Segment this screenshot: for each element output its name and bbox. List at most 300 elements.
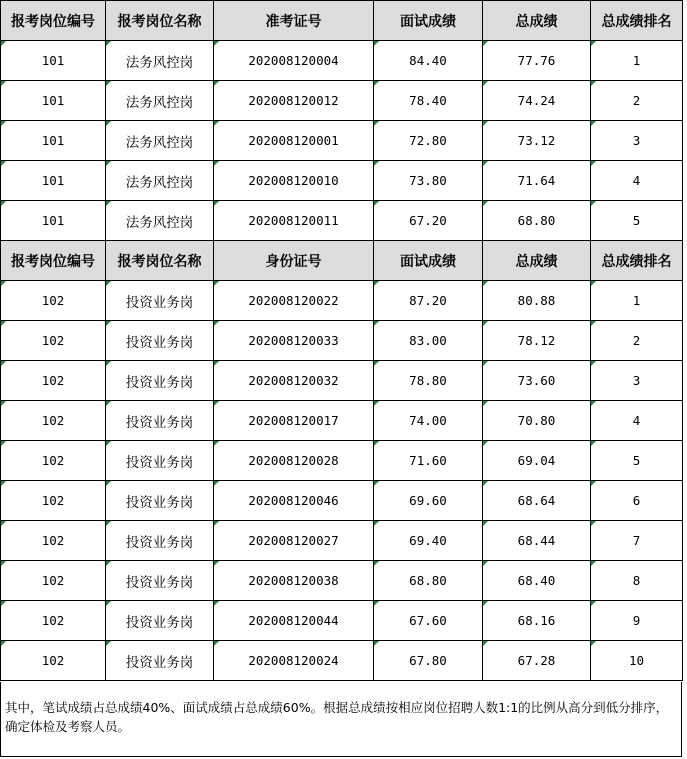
cell-value: 83.00 xyxy=(409,333,447,348)
error-indicator-icon xyxy=(106,601,111,606)
position-code-cell[interactable] xyxy=(1,441,106,481)
total-score-cell[interactable] xyxy=(483,121,591,161)
error-indicator-icon xyxy=(374,521,379,526)
cell-value: 102 xyxy=(41,493,65,508)
cell-value: 102 xyxy=(41,573,65,588)
error-indicator-icon xyxy=(591,521,596,526)
position-code-cell[interactable] xyxy=(1,561,106,601)
total-score-cell[interactable] xyxy=(483,601,591,641)
cell-value: 102 xyxy=(41,373,65,388)
rank-cell[interactable] xyxy=(591,361,683,401)
error-indicator-icon xyxy=(374,641,379,646)
cell-value: 1 xyxy=(632,293,641,308)
error-indicator-icon xyxy=(214,161,219,166)
interview-score-cell[interactable] xyxy=(374,281,483,321)
rank-cell[interactable] xyxy=(591,41,683,81)
header-id-number[interactable]: 身份证号 xyxy=(214,241,374,281)
cell-value: 102 xyxy=(41,653,65,668)
position-name-cell[interactable] xyxy=(106,81,214,121)
position-name-cell[interactable] xyxy=(106,481,214,521)
cell-value: 投资业务岗 xyxy=(125,294,194,311)
error-indicator-icon xyxy=(1,321,6,326)
error-indicator-icon xyxy=(214,481,219,486)
id-number-cell[interactable] xyxy=(214,361,374,401)
id-number-cell[interactable] xyxy=(214,441,374,481)
error-indicator-icon xyxy=(1,41,6,46)
position-code-cell[interactable] xyxy=(1,81,106,121)
position-name-cell[interactable] xyxy=(106,201,214,241)
cell-value: 1 xyxy=(632,53,641,68)
cell-value: 9 xyxy=(632,613,641,628)
error-indicator-icon xyxy=(483,361,488,366)
rank-cell[interactable] xyxy=(591,81,683,121)
cell-value: 71.64 xyxy=(517,173,556,188)
table-row xyxy=(1,481,683,521)
cell-value: 73.60 xyxy=(517,373,556,388)
header-rank[interactable]: 总成绩排名 xyxy=(591,241,683,281)
total-score-cell[interactable] xyxy=(483,361,591,401)
total-score-cell[interactable] xyxy=(483,201,591,241)
table-row xyxy=(1,401,683,441)
id-number-cell[interactable] xyxy=(214,81,374,121)
table-row xyxy=(1,641,683,681)
cell-value: 102 xyxy=(41,533,65,548)
cell-value: 投资业务岗 xyxy=(125,334,194,351)
error-indicator-icon xyxy=(1,641,6,646)
error-indicator-icon xyxy=(106,481,111,486)
error-indicator-icon xyxy=(106,441,111,446)
error-indicator-icon xyxy=(483,81,488,86)
cell-value: 法务风控岗 xyxy=(125,54,194,71)
error-indicator-icon xyxy=(591,481,596,486)
cell-value: 68.16 xyxy=(517,613,556,628)
interview-score-cell[interactable] xyxy=(374,121,483,161)
total-score-cell[interactable] xyxy=(483,481,591,521)
header-interview-score[interactable]: 面试成绩 xyxy=(374,241,483,281)
cell-value: 101 xyxy=(41,93,65,108)
error-indicator-icon xyxy=(106,281,111,286)
header-row xyxy=(1,241,683,281)
table-row xyxy=(1,521,683,561)
error-indicator-icon xyxy=(106,361,111,366)
position-name-cell[interactable] xyxy=(106,641,214,681)
error-indicator-icon xyxy=(483,121,488,126)
error-indicator-icon xyxy=(374,361,379,366)
position-name-cell[interactable] xyxy=(106,401,214,441)
cell-value: 5 xyxy=(632,213,641,228)
error-indicator-icon xyxy=(214,561,219,566)
id-number-cell[interactable] xyxy=(214,201,374,241)
table-row xyxy=(1,441,683,481)
error-indicator-icon xyxy=(106,321,111,326)
interview-score-cell[interactable] xyxy=(374,441,483,481)
position-name-cell[interactable] xyxy=(106,361,214,401)
id-number-cell[interactable] xyxy=(214,601,374,641)
cell-value: 72.80 xyxy=(409,133,447,148)
position-name-cell[interactable] xyxy=(106,281,214,321)
header-position-name[interactable]: 报考岗位名称 xyxy=(106,1,214,41)
error-indicator-icon xyxy=(591,321,596,326)
error-indicator-icon xyxy=(374,201,379,206)
error-indicator-icon xyxy=(374,281,379,286)
interview-score-cell[interactable] xyxy=(374,601,483,641)
error-indicator-icon xyxy=(214,121,219,126)
cell-value: 68.80 xyxy=(409,573,447,588)
cell-value: 4 xyxy=(632,413,641,428)
rank-cell[interactable] xyxy=(591,281,683,321)
cell-value: 67.60 xyxy=(409,613,447,628)
error-indicator-icon xyxy=(591,641,596,646)
cell-value: 102 xyxy=(41,413,65,428)
error-indicator-icon xyxy=(483,601,488,606)
header-total-score[interactable]: 总成绩 xyxy=(483,1,591,41)
rank-cell[interactable] xyxy=(591,401,683,441)
error-indicator-icon xyxy=(483,401,488,406)
error-indicator-icon xyxy=(214,281,219,286)
error-indicator-icon xyxy=(106,81,111,86)
cell-value: 3 xyxy=(632,373,641,388)
rank-cell[interactable] xyxy=(591,201,683,241)
error-indicator-icon xyxy=(591,41,596,46)
cell-value: 202008120032 xyxy=(248,373,339,388)
cell-value: 101 xyxy=(41,213,65,228)
error-indicator-icon xyxy=(591,281,596,286)
cell-value: 101 xyxy=(41,173,65,188)
error-indicator-icon xyxy=(106,121,111,126)
cell-value: 74.24 xyxy=(517,93,556,108)
error-indicator-icon xyxy=(591,81,596,86)
error-indicator-icon xyxy=(483,561,488,566)
cell-value: 法务风控岗 xyxy=(125,134,194,151)
error-indicator-icon xyxy=(1,481,6,486)
error-indicator-icon xyxy=(591,401,596,406)
error-indicator-icon xyxy=(106,521,111,526)
rank-cell[interactable] xyxy=(591,161,683,201)
cell-value: 投资业务岗 xyxy=(125,614,194,631)
error-indicator-icon xyxy=(374,441,379,446)
cell-value: 84.40 xyxy=(409,53,447,68)
interview-score-cell[interactable] xyxy=(374,361,483,401)
cell-value: 投资业务岗 xyxy=(125,414,194,431)
error-indicator-icon xyxy=(106,201,111,206)
cell-value: 77.76 xyxy=(517,53,556,68)
error-indicator-icon xyxy=(1,361,6,366)
header-position-code[interactable]: 报考岗位编号 xyxy=(1,241,106,281)
error-indicator-icon xyxy=(483,481,488,486)
rank-cell[interactable] xyxy=(591,321,683,361)
error-indicator-icon xyxy=(374,401,379,406)
id-number-cell[interactable] xyxy=(214,521,374,561)
position-code-cell[interactable] xyxy=(1,521,106,561)
error-indicator-icon xyxy=(483,321,488,326)
interview-score-cell[interactable] xyxy=(374,41,483,81)
error-indicator-icon xyxy=(1,521,6,526)
position-code-cell[interactable] xyxy=(1,481,106,521)
total-score-cell[interactable] xyxy=(483,441,591,481)
cell-value: 投资业务岗 xyxy=(125,374,194,391)
error-indicator-icon xyxy=(374,121,379,126)
position-code-cell[interactable] xyxy=(1,41,106,81)
position-name-cell[interactable] xyxy=(106,521,214,561)
total-score-cell[interactable] xyxy=(483,161,591,201)
id-number-cell[interactable] xyxy=(214,41,374,81)
total-score-cell[interactable] xyxy=(483,561,591,601)
position-name-cell[interactable] xyxy=(106,121,214,161)
header-position-code[interactable]: 报考岗位编号 xyxy=(1,1,106,41)
error-indicator-icon xyxy=(1,281,6,286)
cell-value: 202008120044 xyxy=(248,613,339,628)
error-indicator-icon xyxy=(591,561,596,566)
interview-score-cell[interactable] xyxy=(374,521,483,561)
cell-value: 7 xyxy=(632,533,641,548)
header-rank[interactable]: 总成绩排名 xyxy=(591,1,683,41)
position-name-cell[interactable] xyxy=(106,321,214,361)
error-indicator-icon xyxy=(591,161,596,166)
id-number-cell[interactable] xyxy=(214,481,374,521)
interview-score-cell[interactable] xyxy=(374,401,483,441)
error-indicator-icon xyxy=(1,561,6,566)
position-name-cell[interactable] xyxy=(106,441,214,481)
interview-score-cell[interactable] xyxy=(374,201,483,241)
error-indicator-icon xyxy=(106,401,111,406)
cell-value: 投资业务岗 xyxy=(125,454,194,471)
cell-value: 68.40 xyxy=(517,573,556,588)
cell-value: 69.60 xyxy=(409,493,447,508)
cell-value: 101 xyxy=(41,133,65,148)
cell-value: 10 xyxy=(628,653,645,668)
cell-value: 202008120001 xyxy=(248,133,339,148)
total-score-cell[interactable] xyxy=(483,281,591,321)
error-indicator-icon xyxy=(374,161,379,166)
cell-value: 法务风控岗 xyxy=(125,214,194,231)
rank-cell[interactable] xyxy=(591,561,683,601)
cell-value: 202008120017 xyxy=(248,413,339,428)
cell-value: 投资业务岗 xyxy=(125,534,194,551)
table-row xyxy=(1,161,683,201)
error-indicator-icon xyxy=(483,441,488,446)
cell-value: 87.20 xyxy=(409,293,447,308)
error-indicator-icon xyxy=(483,641,488,646)
cell-value: 102 xyxy=(41,453,65,468)
position-code-cell[interactable] xyxy=(1,321,106,361)
cell-value: 78.40 xyxy=(409,93,447,108)
error-indicator-icon xyxy=(483,281,488,286)
error-indicator-icon xyxy=(1,401,6,406)
header-position-name[interactable]: 报考岗位名称 xyxy=(106,241,214,281)
error-indicator-icon xyxy=(106,41,111,46)
cell-value: 202008120028 xyxy=(248,453,339,468)
error-indicator-icon xyxy=(214,641,219,646)
error-indicator-icon xyxy=(214,201,219,206)
cell-value: 68.64 xyxy=(517,493,556,508)
cell-value: 73.80 xyxy=(409,173,447,188)
error-indicator-icon xyxy=(1,81,6,86)
cell-value: 202008120010 xyxy=(248,173,339,188)
table-row xyxy=(1,361,683,401)
cell-value: 78.80 xyxy=(409,373,447,388)
total-score-cell[interactable] xyxy=(483,401,591,441)
table-row xyxy=(1,281,683,321)
error-indicator-icon xyxy=(591,441,596,446)
cell-value: 202008120011 xyxy=(248,213,339,228)
error-indicator-icon xyxy=(214,401,219,406)
cell-value: 6 xyxy=(632,493,641,508)
cell-value: 80.88 xyxy=(517,293,556,308)
interview-score-cell[interactable] xyxy=(374,81,483,121)
cell-value: 202008120046 xyxy=(248,493,339,508)
interview-score-cell[interactable] xyxy=(374,561,483,601)
cell-value: 67.20 xyxy=(409,213,447,228)
cell-value: 102 xyxy=(41,333,65,348)
table-row xyxy=(1,121,683,161)
error-indicator-icon xyxy=(1,601,6,606)
position-code-cell[interactable] xyxy=(1,161,106,201)
position-name-cell[interactable] xyxy=(106,41,214,81)
position-code-cell[interactable] xyxy=(1,641,106,681)
cell-value: 74.00 xyxy=(409,413,447,428)
interview-score-cell[interactable] xyxy=(374,321,483,361)
interview-score-cell[interactable] xyxy=(374,161,483,201)
error-indicator-icon xyxy=(1,201,6,206)
error-indicator-icon xyxy=(214,601,219,606)
error-indicator-icon xyxy=(483,41,488,46)
error-indicator-icon xyxy=(374,321,379,326)
error-indicator-icon xyxy=(374,601,379,606)
header-id-number[interactable]: 准考证号 xyxy=(214,1,374,41)
table-row xyxy=(1,201,683,241)
error-indicator-icon xyxy=(483,521,488,526)
header-row xyxy=(1,1,683,41)
error-indicator-icon xyxy=(1,121,6,126)
cell-value: 202008120012 xyxy=(248,93,339,108)
cell-value: 3 xyxy=(632,133,641,148)
total-score-cell[interactable] xyxy=(483,641,591,681)
header-total-score[interactable]: 总成绩 xyxy=(483,241,591,281)
cell-value: 202008120004 xyxy=(248,53,339,68)
interview-score-cell[interactable] xyxy=(374,481,483,521)
position-name-cell[interactable] xyxy=(106,561,214,601)
rank-cell[interactable] xyxy=(591,521,683,561)
position-code-cell[interactable] xyxy=(1,281,106,321)
error-indicator-icon xyxy=(1,161,6,166)
cell-value: 法务风控岗 xyxy=(125,94,194,111)
error-indicator-icon xyxy=(214,441,219,446)
cell-value: 70.80 xyxy=(517,413,556,428)
cell-value: 202008120024 xyxy=(248,653,339,668)
position-name-cell[interactable] xyxy=(106,161,214,201)
cell-value: 68.44 xyxy=(517,533,556,548)
position-code-cell[interactable] xyxy=(1,361,106,401)
table-row xyxy=(1,601,683,641)
footnote: 其中，笔试成绩占总成绩40%、面试成绩占总成绩60%。根据总成绩按相应岗位招聘人数1:1的比例从高分到低分排序，确定体检及考察人员。 xyxy=(0,682,682,757)
cell-value: 2 xyxy=(632,333,641,348)
error-indicator-icon xyxy=(591,121,596,126)
cell-value: 法务风控岗 xyxy=(125,174,194,191)
cell-value: 101 xyxy=(41,53,65,68)
error-indicator-icon xyxy=(1,441,6,446)
total-score-cell[interactable] xyxy=(483,521,591,561)
cell-value: 71.60 xyxy=(409,453,447,468)
cell-value: 202008120027 xyxy=(248,533,339,548)
position-code-cell[interactable] xyxy=(1,201,106,241)
id-number-cell[interactable] xyxy=(214,321,374,361)
cell-value: 8 xyxy=(632,573,641,588)
error-indicator-icon xyxy=(591,601,596,606)
error-indicator-icon xyxy=(374,561,379,566)
position-code-cell[interactable] xyxy=(1,121,106,161)
error-indicator-icon xyxy=(106,561,111,566)
cell-value: 67.80 xyxy=(409,653,447,668)
cell-value: 73.12 xyxy=(517,133,556,148)
error-indicator-icon xyxy=(106,641,111,646)
id-number-cell[interactable] xyxy=(214,561,374,601)
rank-cell[interactable] xyxy=(591,641,683,681)
position-code-cell[interactable] xyxy=(1,601,106,641)
cell-value: 67.28 xyxy=(517,653,556,668)
error-indicator-icon xyxy=(214,361,219,366)
id-number-cell[interactable] xyxy=(214,401,374,441)
rank-cell[interactable] xyxy=(591,481,683,521)
cell-value: 2 xyxy=(632,93,641,108)
error-indicator-icon xyxy=(214,81,219,86)
cell-value: 投资业务岗 xyxy=(125,574,194,591)
total-score-cell[interactable] xyxy=(483,81,591,121)
id-number-cell[interactable] xyxy=(214,161,374,201)
error-indicator-icon xyxy=(374,481,379,486)
cell-value: 68.80 xyxy=(517,213,556,228)
cell-value: 202008120033 xyxy=(248,333,339,348)
position-name-cell[interactable] xyxy=(106,601,214,641)
table-row xyxy=(1,81,683,121)
error-indicator-icon xyxy=(591,361,596,366)
error-indicator-icon xyxy=(214,41,219,46)
cell-value: 102 xyxy=(41,613,65,628)
error-indicator-icon xyxy=(374,41,379,46)
error-indicator-icon xyxy=(214,321,219,326)
rank-cell[interactable] xyxy=(591,121,683,161)
position-code-cell[interactable] xyxy=(1,401,106,441)
cell-value: 投资业务岗 xyxy=(125,654,194,671)
id-number-cell[interactable] xyxy=(214,121,374,161)
id-number-cell[interactable] xyxy=(214,281,374,321)
cell-value: 69.40 xyxy=(409,533,447,548)
interview-score-cell[interactable] xyxy=(374,641,483,681)
cell-value: 4 xyxy=(632,173,641,188)
error-indicator-icon xyxy=(483,201,488,206)
error-indicator-icon xyxy=(483,161,488,166)
table-row xyxy=(1,561,683,601)
error-indicator-icon xyxy=(214,521,219,526)
rank-cell[interactable] xyxy=(591,601,683,641)
cell-value: 78.12 xyxy=(517,333,556,348)
error-indicator-icon xyxy=(374,81,379,86)
id-number-cell[interactable] xyxy=(214,641,374,681)
error-indicator-icon xyxy=(591,201,596,206)
cell-value: 投资业务岗 xyxy=(125,494,194,511)
cell-value: 69.04 xyxy=(517,453,556,468)
cell-value: 202008120022 xyxy=(248,293,339,308)
header-interview-score[interactable]: 面试成绩 xyxy=(374,1,483,41)
cell-value: 202008120038 xyxy=(248,573,339,588)
rank-cell[interactable] xyxy=(591,441,683,481)
table-row xyxy=(1,321,683,361)
cell-value: 5 xyxy=(632,453,641,468)
total-score-cell[interactable] xyxy=(483,41,591,81)
total-score-cell[interactable] xyxy=(483,321,591,361)
error-indicator-icon xyxy=(106,161,111,166)
cell-value: 102 xyxy=(41,293,65,308)
table-row xyxy=(1,41,683,81)
